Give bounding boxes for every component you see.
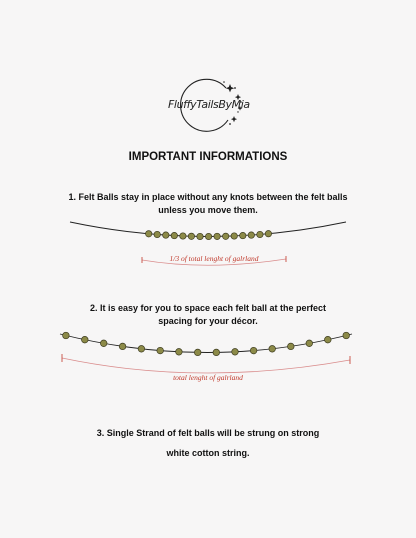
felt-ball xyxy=(146,231,152,237)
measure-caption: 1/3 of total lenght of galrland xyxy=(169,254,259,263)
felt-ball xyxy=(82,336,89,343)
point-1-line-1: 1. Felt Balls stay in place without any knots between the felt balls xyxy=(68,192,348,202)
felt-ball-group-clustered xyxy=(146,231,272,240)
brand-name: FluffyTailsByMia xyxy=(168,98,250,111)
felt-ball xyxy=(171,232,177,238)
point-3-line-2: white cotton string. xyxy=(166,448,250,458)
garland-figure-1 xyxy=(0,215,416,275)
felt-ball xyxy=(231,233,237,239)
point-2-line-1: 2. It is easy for you to space each felt ball at the perfect xyxy=(89,303,327,313)
point-3-line-1: 3. Single Strand of felt balls will be strung on strong xyxy=(96,428,320,438)
felt-ball xyxy=(240,232,246,238)
felt-ball xyxy=(188,233,194,239)
felt-ball xyxy=(269,346,276,353)
brand-logo xyxy=(168,76,248,136)
felt-ball xyxy=(63,332,70,339)
felt-ball xyxy=(223,233,229,239)
page-title: IMPORTANT INFORMATIONS xyxy=(128,151,288,163)
point-1-line-2: unless you move them. xyxy=(158,205,258,215)
felt-ball xyxy=(248,232,254,238)
felt-ball xyxy=(325,336,332,343)
point-2-line-2: spacing for your décor. xyxy=(158,316,258,326)
felt-ball xyxy=(176,349,183,356)
felt-ball xyxy=(214,233,220,239)
felt-ball xyxy=(205,233,211,239)
felt-ball xyxy=(306,340,313,347)
felt-ball xyxy=(100,340,107,347)
felt-ball xyxy=(180,233,186,239)
garland-figure-2 xyxy=(0,325,416,387)
felt-ball xyxy=(232,349,239,356)
felt-ball xyxy=(163,232,169,238)
felt-ball xyxy=(154,231,160,237)
felt-ball xyxy=(288,343,295,350)
felt-ball xyxy=(138,346,145,353)
felt-ball xyxy=(157,347,164,354)
measure-line xyxy=(62,358,350,373)
felt-ball xyxy=(197,233,203,239)
felt-ball xyxy=(265,231,271,237)
point-1-text xyxy=(40,191,376,217)
felt-ball xyxy=(343,332,350,339)
felt-ball xyxy=(194,349,201,356)
felt-ball xyxy=(257,231,263,237)
felt-ball xyxy=(119,343,126,350)
felt-ball xyxy=(213,349,220,356)
felt-ball xyxy=(250,347,257,354)
measure-caption: total lenght of galrland xyxy=(173,373,243,382)
